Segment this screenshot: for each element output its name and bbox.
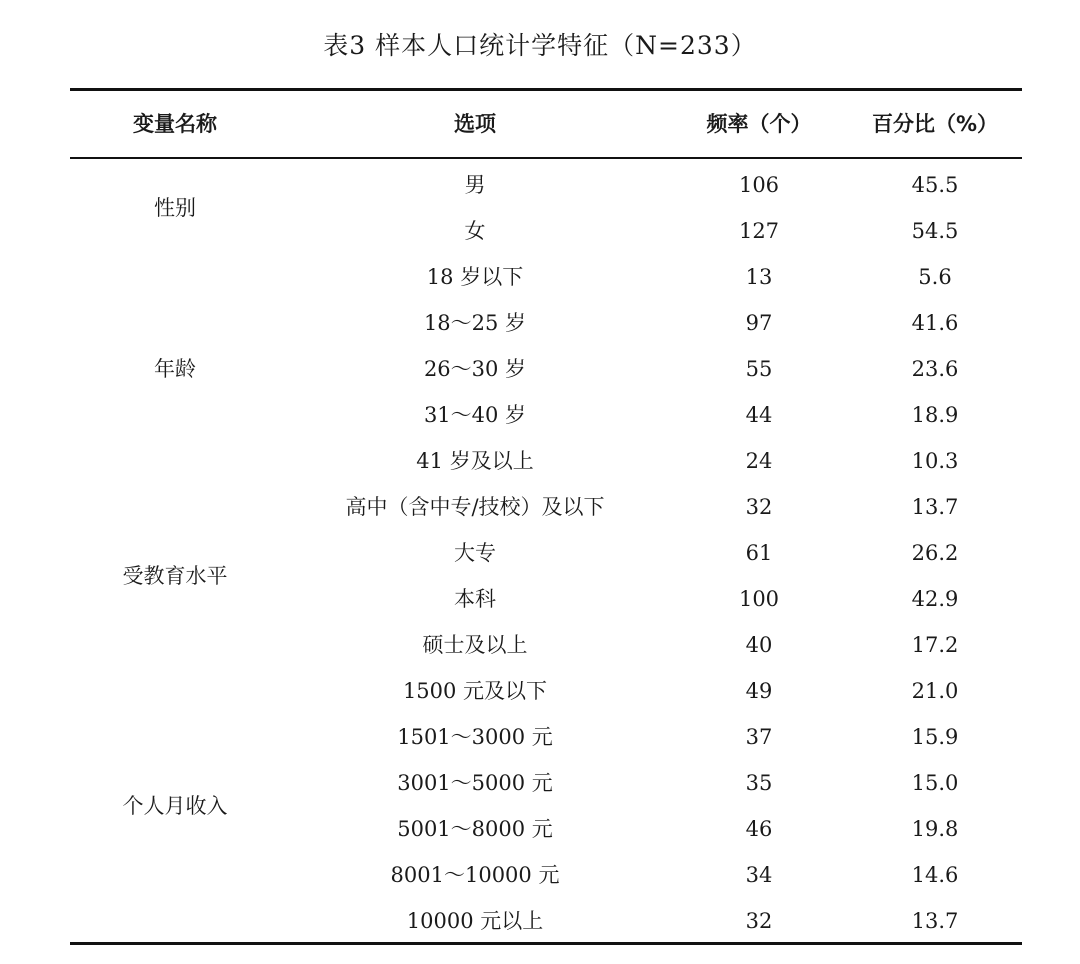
frequency-cell: 32: [745, 909, 773, 933]
option-cell: 1500 元及以下: [402, 679, 548, 703]
option-cell: 本科: [454, 587, 496, 611]
group-label: 受教育水平: [122, 564, 228, 588]
option-cell: 31～40 岁: [423, 403, 527, 427]
option-cell: 高中（含中专/技校）及以下: [345, 495, 605, 519]
percent-cell: 13.7: [911, 909, 959, 933]
option-cell: 女: [464, 219, 486, 243]
frequency-cell: 34: [745, 863, 773, 887]
group-label: 性别: [154, 196, 196, 220]
bottom-rule: [70, 942, 1022, 945]
header-rule: [70, 157, 1022, 159]
option-cell: 5001～8000 元: [397, 817, 553, 841]
frequency-cell: 37: [745, 725, 773, 749]
percent-cell: 19.8: [911, 817, 959, 841]
percent-cell: 41.6: [911, 311, 959, 335]
option-cell: 41 岁及以上: [416, 449, 534, 473]
frequency-cell: 32: [745, 495, 773, 519]
percent-cell: 5.6: [918, 265, 952, 289]
percent-cell: 21.0: [911, 679, 959, 703]
percent-cell: 14.6: [911, 863, 959, 887]
option-cell: 18～25 岁: [423, 311, 527, 335]
percent-cell: 15.9: [911, 725, 959, 749]
option-cell: 26～30 岁: [423, 357, 527, 381]
frequency-cell: 46: [745, 817, 773, 841]
option-cell: 10000 元以上: [406, 909, 544, 933]
frequency-cell: 55: [745, 357, 773, 381]
header-variable: 变量名称: [133, 112, 217, 136]
percent-cell: 10.3: [911, 449, 959, 473]
frequency-cell: 13: [745, 265, 773, 289]
percent-cell: 23.6: [911, 357, 959, 381]
option-cell: 1501～3000 元: [397, 725, 553, 749]
table-body: [70, 162, 1022, 940]
percent-cell: 13.7: [911, 495, 959, 519]
percent-cell: 18.9: [911, 403, 959, 427]
frequency-cell: 40: [745, 633, 773, 657]
header-option: 选项: [454, 112, 496, 136]
option-cell: 男: [464, 173, 486, 197]
table-caption: 表3 样本人口统计学特征（N=233）: [323, 31, 757, 60]
percent-cell: 42.9: [911, 587, 959, 611]
percent-cell: 26.2: [911, 541, 959, 565]
group-label: 年龄: [154, 357, 196, 381]
option-cell: 8001～10000 元: [390, 863, 560, 887]
percent-cell: 54.5: [911, 219, 959, 243]
frequency-cell: 127: [738, 219, 780, 243]
option-cell: 大专: [454, 541, 496, 565]
percent-cell: 15.0: [911, 771, 959, 795]
group-label: 个人月收入: [122, 794, 228, 818]
percent-cell: 17.2: [911, 633, 959, 657]
header-percent: 百分比（%）: [871, 112, 999, 136]
frequency-cell: 24: [745, 449, 773, 473]
frequency-cell: 106: [738, 173, 780, 197]
percent-cell: 45.5: [911, 173, 959, 197]
frequency-cell: 100: [738, 587, 780, 611]
table-header: [70, 91, 1022, 157]
frequency-cell: 44: [745, 403, 773, 427]
frequency-cell: 61: [745, 541, 773, 565]
frequency-cell: 35: [745, 771, 773, 795]
header-frequency: 频率（个）: [706, 112, 812, 136]
option-cell: 18 岁以下: [426, 265, 524, 289]
option-cell: 3001～5000 元: [397, 771, 553, 795]
frequency-cell: 49: [745, 679, 773, 703]
option-cell: 硕士及以上: [422, 633, 528, 657]
frequency-cell: 97: [745, 311, 773, 335]
